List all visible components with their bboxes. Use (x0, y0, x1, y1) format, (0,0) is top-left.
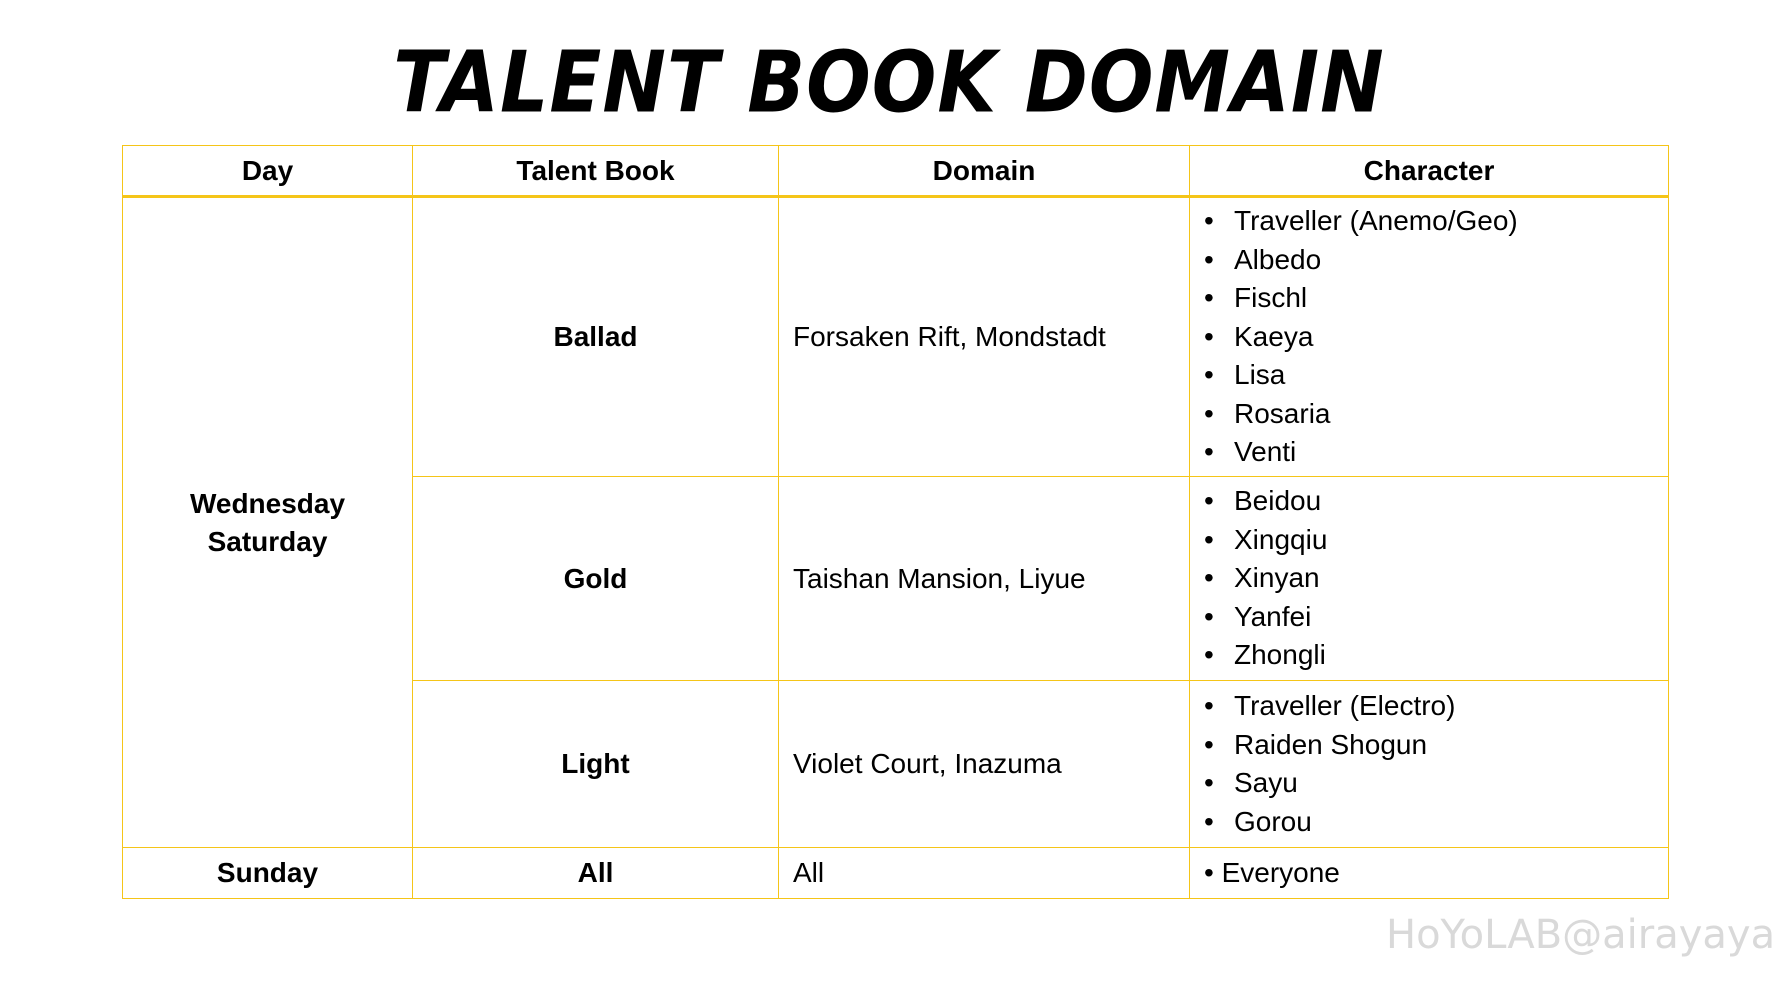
character-list (1204, 482, 1654, 675)
list-item: • Lisa (1204, 356, 1654, 395)
list-item: • Traveller (Electro) (1204, 687, 1654, 726)
header-day: Day (123, 146, 413, 197)
list-item: • Albedo (1204, 241, 1654, 280)
list-item: • Beidou (1204, 482, 1654, 521)
talent-book-table (122, 145, 1669, 899)
list-item: • Everyone (1204, 857, 1340, 888)
talent-book-cell: Gold (413, 477, 779, 681)
domain-cell: Forsaken Rift, Mondstadt (779, 197, 1190, 477)
character-cell (1190, 681, 1669, 848)
talent-book-cell: Light (413, 681, 779, 848)
domain-cell: All (779, 848, 1190, 899)
table-row (123, 197, 1669, 477)
header-talent-book: Talent Book (413, 146, 779, 197)
table-header-row (123, 146, 1669, 197)
talent-book-cell: All (413, 848, 779, 899)
list-item: • Yanfei (1204, 598, 1654, 637)
talent-book-cell: Ballad (413, 197, 779, 477)
list-item: • Fischl (1204, 279, 1654, 318)
list-item: • Xinyan (1204, 559, 1654, 598)
domain-cell: Violet Court, Inazuma (779, 681, 1190, 848)
character-cell (1190, 848, 1669, 899)
list-item: • Gorou (1204, 803, 1654, 842)
list-item: • Kaeya (1204, 318, 1654, 357)
watermark: HoYoLAB@airayaya (1386, 912, 1776, 958)
domain-cell: Taishan Mansion, Liyue (779, 477, 1190, 681)
character-list (1204, 202, 1654, 472)
day-wednesday: Wednesday (189, 487, 346, 519)
day-cell-wednesday-saturday (123, 197, 413, 848)
table-row (123, 848, 1669, 899)
list-item: • Xingqiu (1204, 521, 1654, 560)
character-cell (1190, 197, 1669, 477)
list-item: • Traveller (Anemo/Geo) (1204, 202, 1654, 241)
character-list (1204, 687, 1654, 841)
list-item: • Raiden Shogun (1204, 726, 1654, 765)
character-cell (1190, 477, 1669, 681)
day-saturday: Saturday (207, 525, 328, 557)
list-item: • Venti (1204, 433, 1654, 472)
header-domain: Domain (779, 146, 1190, 197)
list-item: • Zhongli (1204, 636, 1654, 675)
list-item: • Sayu (1204, 764, 1654, 803)
day-cell-sunday: Sunday (123, 848, 413, 899)
page-title: TALENT BOOK DOMAIN (393, 32, 1385, 132)
list-item: • Rosaria (1204, 395, 1654, 434)
header-character: Character (1190, 146, 1669, 197)
